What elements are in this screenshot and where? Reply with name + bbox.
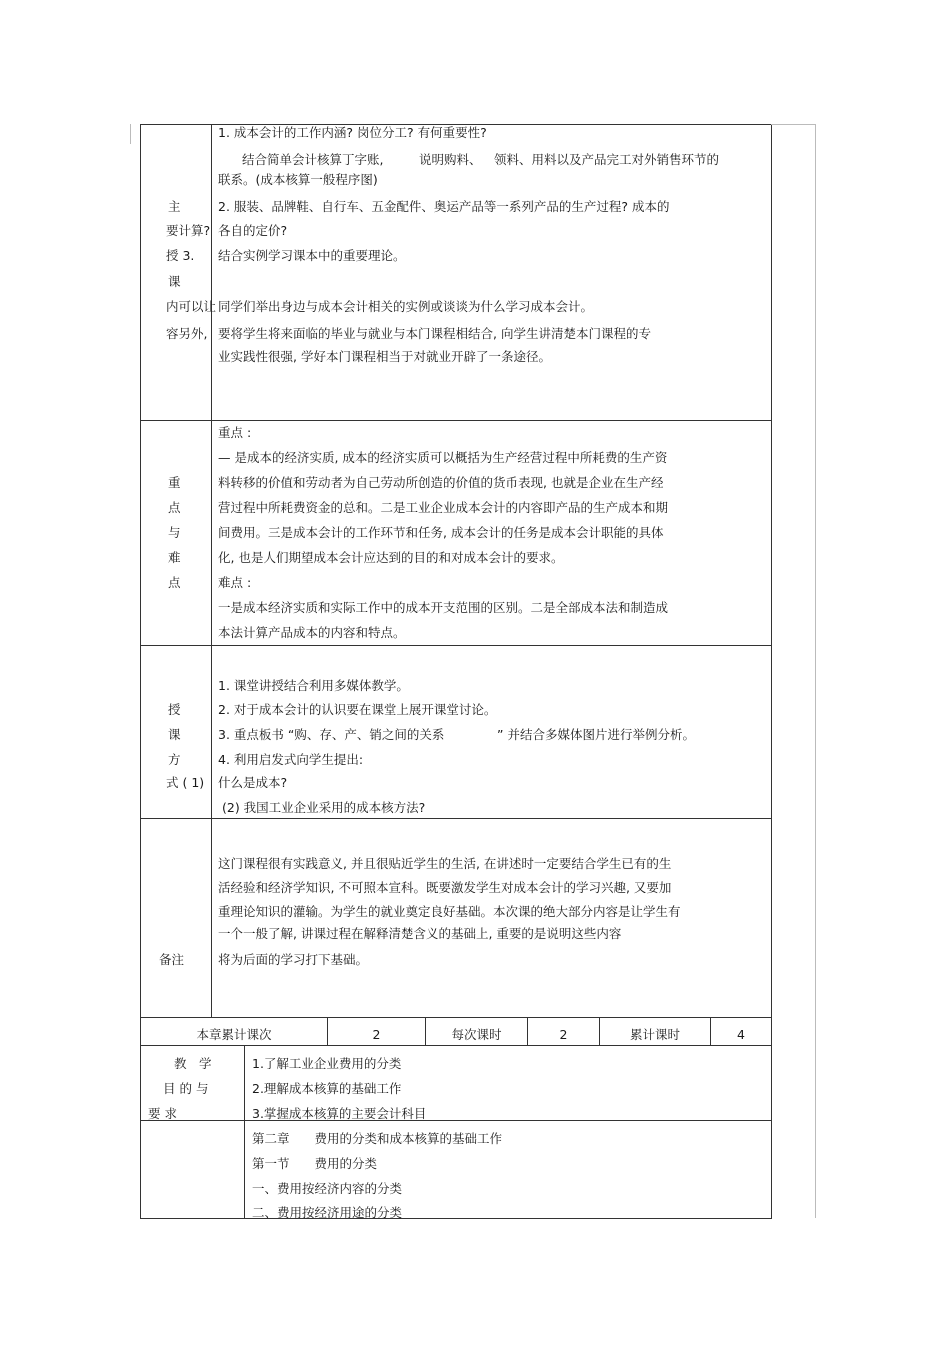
content-line: 联系。(成本核算一般程序图) [218, 172, 378, 187]
content-line: 料转移的价值和劳动者为自己劳动所创造的价值的货币表现, 也就是企业在生产经 [218, 475, 664, 490]
content-line: 4. 利用启发式向学生提出: [218, 752, 364, 767]
content-line: 活经验和经济学知识, 不可照本宣科。既要激发学生对成本会计的学习兴趣, 又要加 [218, 880, 672, 895]
content-line: 1. 成本会计的工作内涵? 岗位分工? 有何重要性? [218, 125, 487, 140]
content-line: 化, 也是人们期望成本会计应达到的目的和对成本会计的要求。 [218, 550, 564, 565]
content-line: 间费用。三是成本会计的工作环节和任务, 成本会计的任务是成本会计职能的具体 [218, 525, 664, 540]
content-line: 将为后面的学习打下基础。 [218, 952, 369, 967]
section-heading: 第一节 费用的分类 [252, 1156, 378, 1171]
margin-guide [130, 124, 131, 144]
content-line: 结合简单会计核算丁字账, [242, 152, 384, 167]
goal-item: 2.理解成本核算的基础工作 [252, 1081, 402, 1096]
section-label-char: 难 [168, 550, 181, 565]
content-line: ” 并结合多媒体图片进行举例分析。 [497, 727, 695, 742]
section-label-char: 点 [168, 575, 181, 590]
content-line: 要将学生将来面临的毕业与就业与本门课程相结合, 向学生讲清楚本门课程的专 [218, 326, 651, 341]
content-line: (2) 我国工业企业采用的成本核方法? [222, 800, 426, 815]
label-column-divider [211, 124, 212, 1017]
goal-item: 3.掌握成本核算的主要会计科目 [252, 1106, 427, 1121]
section-label-char: 要计算? [166, 223, 211, 238]
remarks-label: 备注 [159, 952, 185, 967]
content-line: 一是成本经济实质和实际工作中的成本开支范围的区别。二是全部成本法和制造成 [218, 600, 669, 615]
section-label-char: 容另外, [166, 326, 208, 341]
section-label-char: 内可以让 [166, 299, 217, 314]
content-line: 重理论知识的灌输。为学生的就业奠定良好基础。本次课的绝大部分内容是让学生有 [218, 904, 681, 919]
section-label-char: 授 [168, 702, 181, 717]
goal-item: 1.了解工业企业费用的分类 [252, 1056, 402, 1071]
total-hours-value: 4 [737, 1027, 745, 1042]
content-line: 二、费用按经济用途的分类 [252, 1205, 403, 1220]
row-divider [140, 1045, 772, 1046]
content-line: 1. 课堂讲授结合利用多媒体教学。 [218, 678, 409, 693]
table-border-bottom [140, 1218, 772, 1219]
content-line: 重点 : [218, 425, 252, 440]
hours-per-session-label: 每次课时 [451, 1027, 502, 1042]
hours-per-session-value: 2 [559, 1027, 568, 1042]
section-label-char: 主 [168, 199, 181, 214]
row-divider [140, 1120, 772, 1121]
table-border-right [771, 124, 772, 1218]
content-line: 2. 服装、品牌鞋、自行车、五金配件、奥运产品等一系列产品的生产过程? 成本的 [218, 199, 670, 214]
section-label-char: 课 [168, 727, 181, 742]
content-line: 领料、用料以及产品完工对外销售环节的 [494, 152, 720, 167]
content-line: 业实践性很强, 学好本门课程相当于对就业开辟了一条途径。 [218, 349, 551, 364]
content-line: 各自的定价? [218, 223, 288, 238]
goals-label-line: 教 学 [174, 1056, 212, 1071]
content-line: 2. 对于成本会计的认识要在课堂上展开课堂讨论。 [218, 702, 497, 717]
content-line: 3. 重点板书 “购、存、产、销之间的关系 [218, 727, 445, 742]
content-line: 本法计算产品成本的内容和特点。 [218, 625, 406, 640]
goals-column-divider [244, 1045, 245, 1218]
margin-guide [771, 124, 815, 125]
chapter-sessions-label: 本章累计课次 [196, 1027, 272, 1042]
total-hours-label: 累计课时 [629, 1027, 680, 1042]
section-label-char: 与 [168, 525, 181, 540]
section-label-char: 授 3. [166, 248, 195, 263]
table-border-left [140, 124, 141, 1218]
section-label-char: 重 [168, 475, 181, 490]
goals-label-line: 目 的 与 [163, 1081, 209, 1096]
chapter-sessions-value: 2 [372, 1027, 381, 1042]
row-divider [140, 818, 772, 819]
content-line: — 是成本的经济实质, 成本的经济实质可以概括为生产经营过程中所耗费的生产资 [218, 450, 668, 465]
chapter-heading: 第二章 费用的分类和成本核算的基础工作 [252, 1131, 503, 1146]
goals-label-line: 要 求 [148, 1106, 177, 1121]
content-line: 营过程中所耗费资金的总和。二是工业企业成本会计的内容即产品的生产成本和期 [218, 500, 669, 515]
section-label-char: 点 [168, 500, 181, 515]
content-line: 这门课程很有实践意义, 并且很贴近学生的生活, 在讲述时一定要结合学生已有的生 [218, 856, 672, 871]
row-divider [140, 1017, 772, 1018]
content-line: 难点 : [218, 575, 252, 590]
content-line: 一、费用按经济内容的分类 [252, 1181, 403, 1196]
content-line: 同学们举出身边与成本会计相关的实例或谈谈为什么学习成本会计。 [218, 299, 594, 314]
content-line: 一个一般了解, 讲课过程在解释清楚含义的基础上, 重要的是说明这些内容 [218, 926, 622, 941]
content-line: 结合实例学习课本中的重要理论。 [218, 248, 406, 263]
content-line: 什么是成本? [218, 775, 288, 790]
content-line: 说明购料、 [419, 152, 482, 167]
section-label-char: 方 [168, 752, 181, 767]
row-divider [140, 420, 772, 421]
section-label-char: 课 [168, 274, 181, 289]
section-label-char: 式 ( 1) [166, 775, 205, 790]
row-divider [140, 645, 772, 646]
margin-guide [815, 124, 816, 1218]
